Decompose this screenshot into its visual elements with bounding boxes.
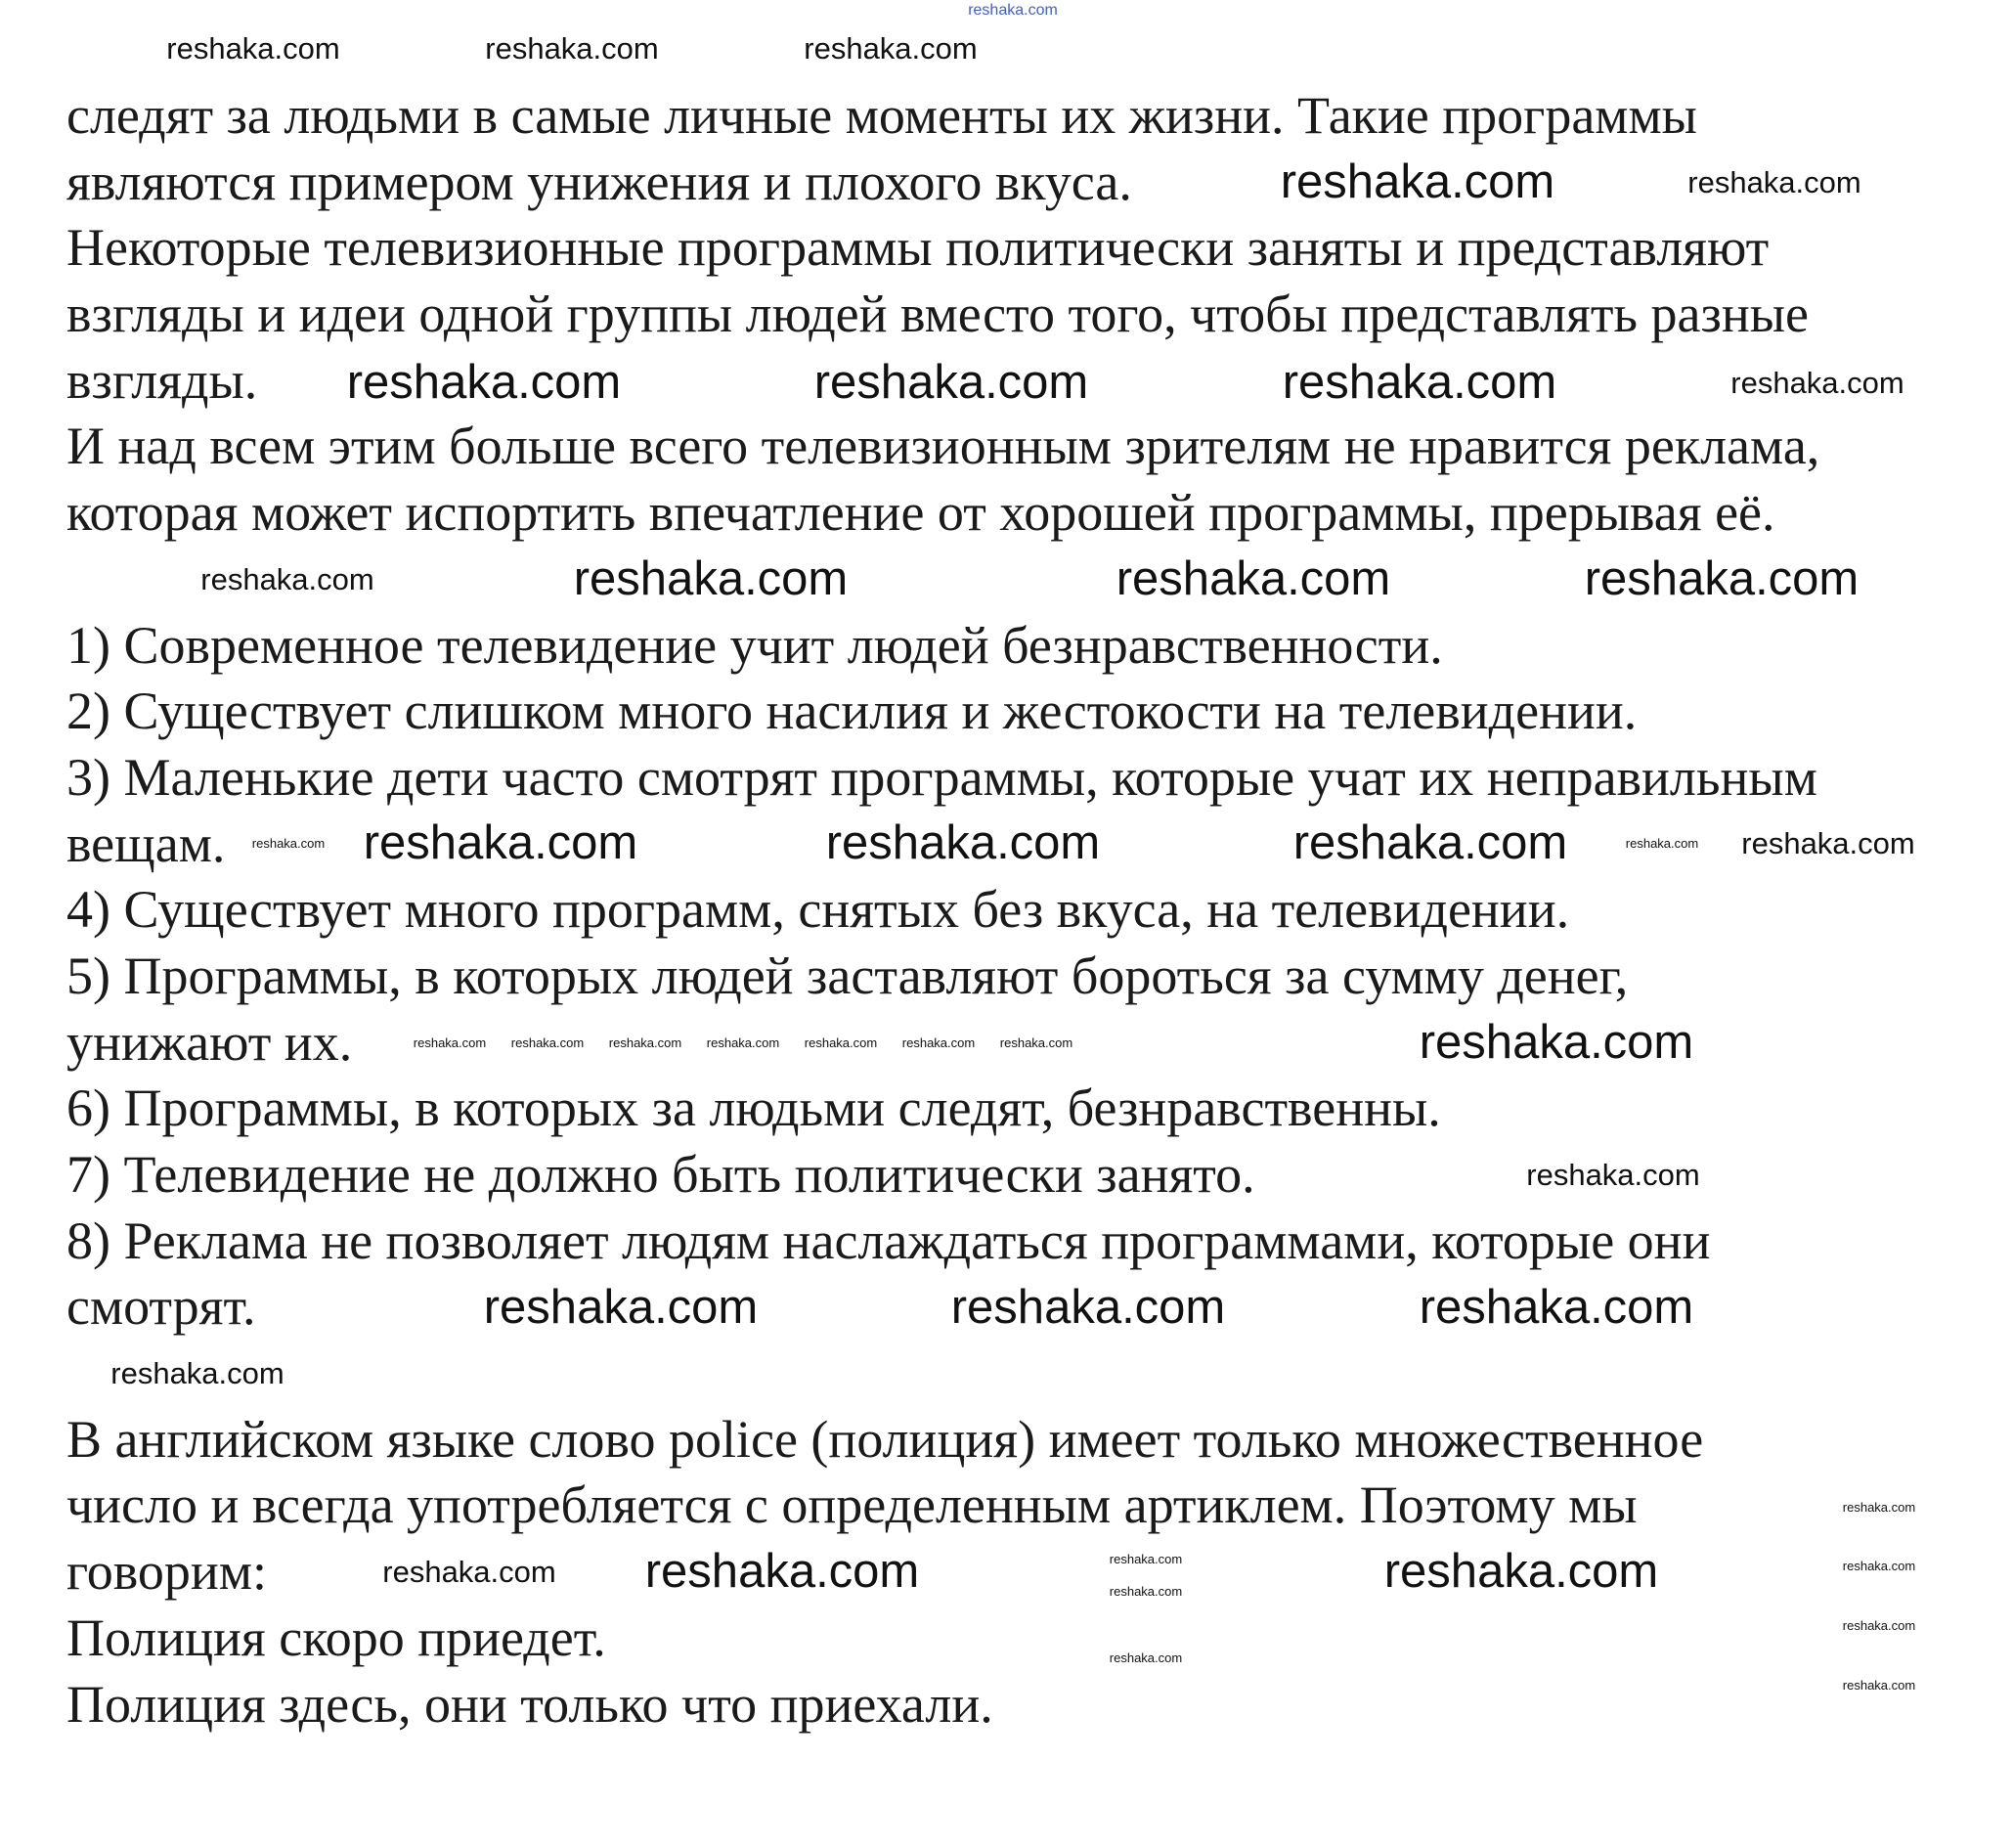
text-line: которая может испортить впечатление от хорошей программы, прерывая её.	[66, 483, 1775, 543]
watermark: reshaka.com	[1842, 1558, 1916, 1573]
watermark: reshaka.com	[1584, 552, 1860, 606]
watermark: reshaka.com	[706, 1034, 780, 1050]
list-item: унижают их.	[66, 1012, 353, 1072]
watermark: reshaka.com	[1109, 1551, 1183, 1566]
list-item: 3) Маленькие дети часто смотрят программы, которые учат их неправильным	[66, 747, 1817, 807]
note-line: Полиция скоро приедет.	[66, 1607, 606, 1667]
document-body	[66, 83, 2002, 1738]
watermark: reshaka.com	[110, 1355, 284, 1390]
note-line: говорим:	[66, 1542, 268, 1602]
watermark: reshaka.com	[1109, 1650, 1183, 1665]
watermark: reshaka.com	[1116, 552, 1391, 606]
watermark: reshaka.com	[573, 552, 849, 606]
text-line: взгляды и идеи одной группы людей вместо того, чтобы представлять разные	[66, 285, 1809, 344]
note-line: число и всегда употребляется с определенным артиклем. Поэтому мы	[66, 1475, 1638, 1535]
watermark: reshaka.com	[813, 356, 1089, 410]
watermark: reshaka.com	[1625, 835, 1699, 851]
list-item: 1) Современное телевидение учит людей безнравственности.	[66, 615, 1443, 675]
watermark: reshaka.com	[644, 1545, 920, 1599]
watermark: reshaka.com	[382, 1554, 556, 1589]
list-item: 2) Существует слишком много насилия и жестокости на телевидении.	[66, 682, 1638, 741]
watermark: reshaka.com	[1842, 1617, 1916, 1633]
list-item: 5) Программы, в которых людей заставляют бороться за сумму денег,	[66, 946, 1629, 1005]
list-item: 7) Телевидение не должно быть политически занято.	[66, 1145, 1255, 1204]
spacer	[66, 1341, 2002, 1407]
watermark: reshaka.com	[999, 1034, 1073, 1050]
list-item: 6) Программы, в которых за людьми следят, безнравственны.	[66, 1078, 1441, 1138]
watermark: reshaka.com	[166, 30, 340, 66]
watermark: reshaka.com	[363, 816, 638, 870]
watermark: reshaka.com	[804, 1034, 878, 1050]
watermark: reshaka.com	[825, 816, 1101, 870]
note-line: В английском языке слово police (полиция) имеет только множественное	[66, 1409, 1704, 1469]
list-item: 8) Реклама не позволяет людям наслаждаться программами, которые они	[66, 1210, 1711, 1270]
watermark: reshaka.com	[1842, 1677, 1916, 1693]
text-line: И над всем этим больше всего телевизионным зрителям не нравится реклама,	[66, 417, 1820, 476]
watermark: reshaka.com	[804, 30, 978, 66]
watermark: reshaka.com	[1687, 164, 1861, 199]
watermark: reshaka.com	[346, 356, 622, 410]
watermark: reshaka.com	[1419, 1281, 1694, 1335]
note-line: Полиция здесь, они только что приехали.	[66, 1674, 993, 1734]
watermark: reshaka.com	[1383, 1545, 1659, 1599]
text-line: следят за людьми в самые личные моменты их жизни. Такие программы	[66, 86, 1697, 145]
watermark: reshaka.com	[1419, 1016, 1694, 1070]
watermark: reshaka.com	[510, 1034, 585, 1050]
watermark: reshaka.com	[950, 1281, 1226, 1335]
watermark: reshaka.com	[901, 1034, 976, 1050]
watermark: reshaka.com	[200, 561, 374, 596]
watermark: reshaka.com	[1109, 1583, 1183, 1599]
watermark: reshaka.com	[1526, 1157, 1700, 1192]
watermark: reshaka.com	[483, 1281, 759, 1335]
text-line: взгляды.	[66, 350, 258, 410]
list-item: вещам.	[66, 814, 226, 873]
text-line: являются примером унижения и плохого вкуса.	[66, 152, 1132, 211]
watermark: reshaka.com	[251, 835, 326, 851]
watermark: reshaka.com	[1741, 825, 1915, 860]
watermark: reshaka.com	[1292, 816, 1568, 870]
watermark: reshaka.com	[1282, 356, 1557, 410]
list-item: 4) Существует много программ, снятых без вкуса, на телевидении.	[66, 880, 1570, 940]
list-item: смотрят.	[66, 1277, 256, 1337]
text-line: Некоторые телевизионные программы политически заняты и представляют	[66, 218, 1770, 278]
watermark: reshaka.com	[968, 2, 1058, 20]
watermark: reshaka.com	[1280, 155, 1555, 209]
watermark: reshaka.com	[608, 1034, 682, 1050]
watermark: reshaka.com	[485, 30, 659, 66]
watermark: reshaka.com	[1842, 1499, 1916, 1515]
watermark: reshaka.com	[1730, 365, 1904, 400]
watermark: reshaka.com	[413, 1034, 487, 1050]
